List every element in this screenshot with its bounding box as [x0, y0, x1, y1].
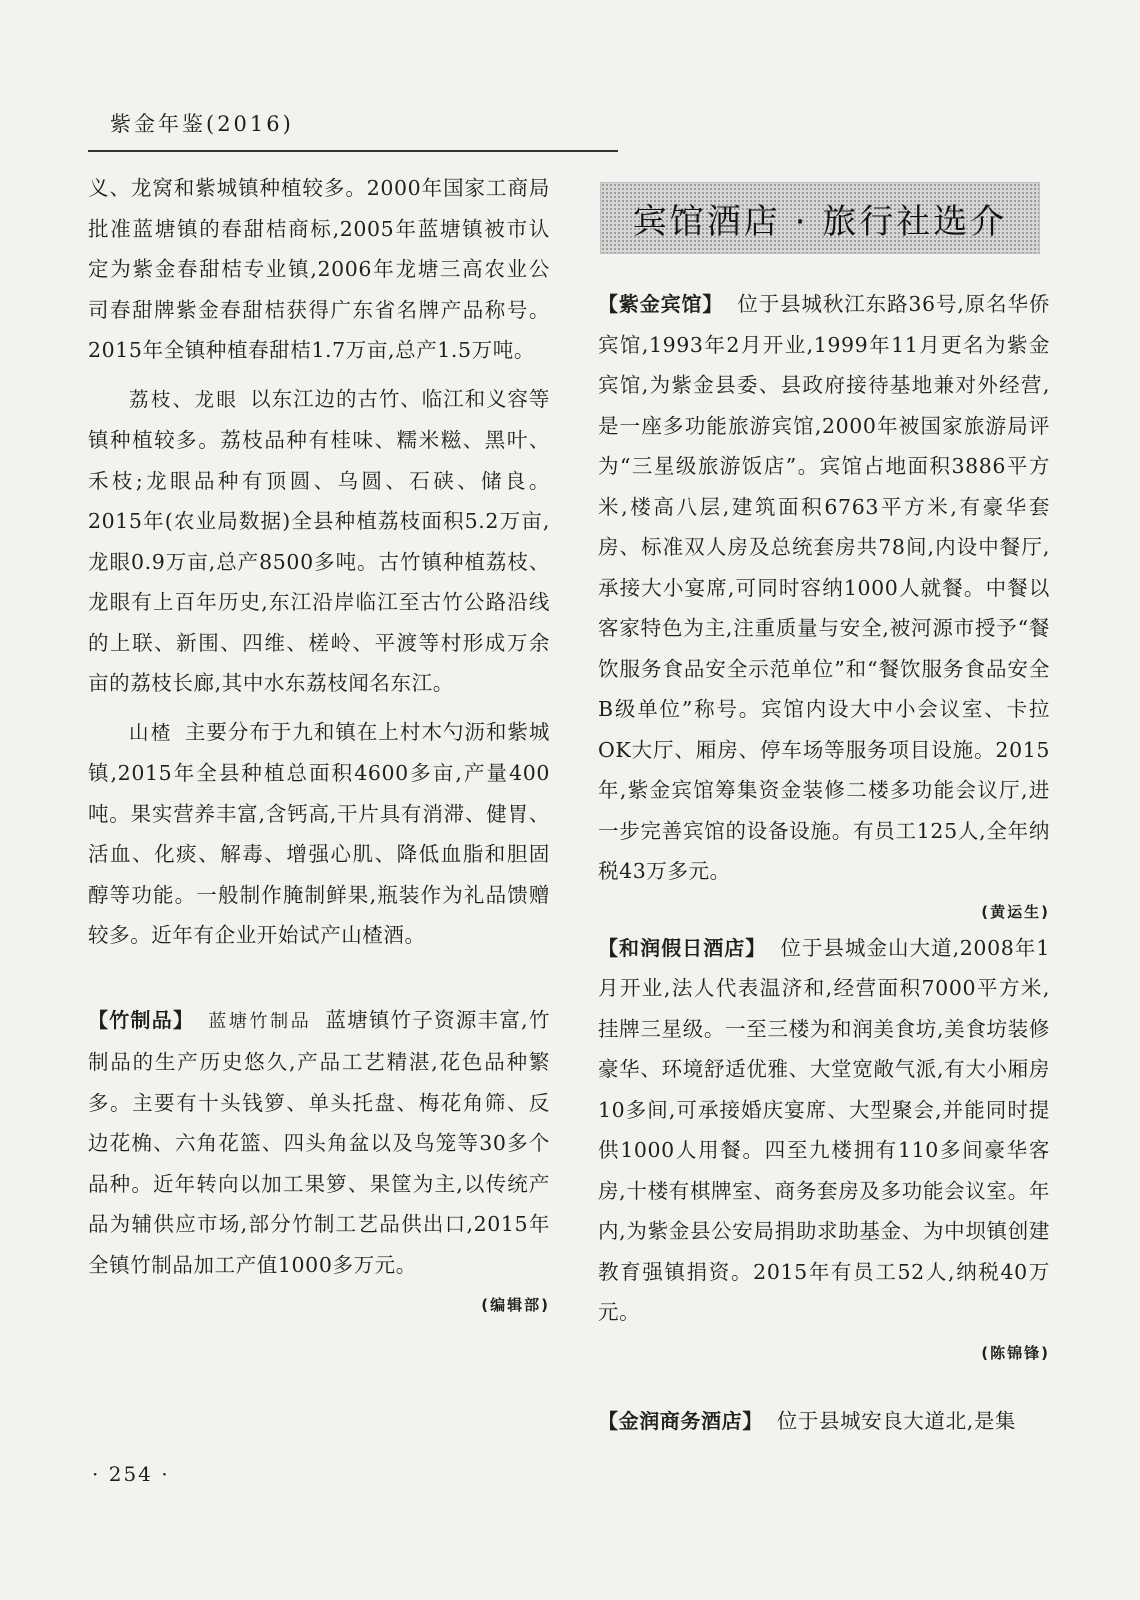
entry-text: 位于县城金山大道,2008年1月开业,法人代表温济和,经营面积7000平方米,挂牌三星级。一至三楼为和润美食坊,美食坊装修豪华、环境舒适优雅、大堂宽敞气派,有大小厢房10多间,可承接婚庆宴席、大型聚会,并能同时提供1000人用餐。四至九楼拥有110多间豪华客房,十楼有棋牌室、商务套房及多功能会议室。年内,为紫金县公安局捐助求助基金、为中坝镇创建教育强镇捐资。2015年有员工52人,纳税40万元。: [598, 935, 1050, 1324]
hawthorn-text: 主要分布于九和镇在上村木勺沥和紫城镇,2015年全县种植总面积4600多亩,产量400吨。果实营养丰富,含钙高,干片具有消滞、健胃、活血、化痰、解毒、增强心肌、降低血脂和胆固醇等功能。一般制作腌制鲜果,瓶装作为礼品馈赠较多。近年有企业开始试产山楂酒。: [88, 719, 550, 947]
lychee-text: 以东江边的古竹、临江和义容等镇种植较多。荔枝品种有桂味、糯米糍、黑叶、禾枝;龙眼品种有顶圆、乌圆、石硖、储良。2015年(农业局数据)全县种植荔枝面积5.2万亩,龙眼0.9万亩,总产8500多吨。古竹镇种植荔枝、龙眼有上百年历史,东江沿岸临江至古竹公路沿线的上联、新围、四维、槎岭、平渡等村形成万余亩的荔枝长廊,其中水东荔枝闻名东江。: [88, 386, 550, 695]
bamboo-author: (编辑部): [481, 1296, 550, 1314]
left-column: [88, 168, 550, 1319]
bamboo-title: 【竹制品】: [88, 1007, 195, 1032]
entry-zijin-hotel: [598, 284, 1050, 892]
entry-title: 【金润商务酒店】: [598, 1408, 763, 1433]
section-title: 宾馆酒店 · 旅行社选介: [632, 201, 1008, 242]
entry-author: (黄运生): [981, 902, 1050, 921]
entry-title: 【和润假日酒店】: [598, 935, 767, 960]
bamboo-text: 蓝塘镇竹子资源丰富,竹制品的生产历史悠久,产品工艺精湛,花色品种繁多。主要有十头钱箩、单头托盘、梅花角筛、反边花桷、六角花篮、四头角盆以及鸟笼等30多个品种。近年转向以加工果箩、果筐为主,以传统产品为辅供应市场,部分竹制工艺品供出口,2015年全镇竹制品加工产值1000多万元。: [88, 1007, 550, 1277]
lychee-title: 荔枝、龙眼: [129, 387, 239, 411]
hawthorn-paragraph: [88, 712, 550, 956]
bamboo-subtitle: 蓝塘竹制品: [208, 1010, 312, 1032]
running-header: 紫金年鉴(2016): [110, 112, 294, 136]
entry-text: 位于县城安良大道北,是集: [776, 1408, 1017, 1433]
header-rule: [88, 150, 618, 152]
entry-jinrun-hotel: [598, 1401, 1050, 1442]
right-column: [598, 168, 1050, 1441]
entry-text: 位于县城秋江东路36号,原名华侨宾馆,1993年2月开业,1999年11月更名为紫金宾馆,为紫金县委、县政府接待基地兼对外经营,是一座多功能旅游宾馆,2000年被国家旅游局评为“三星级旅游饭店”。宾馆占地面积3886平方米,楼高八层,建筑面积6763平方米,有豪华套房、标准双人房及总统套房共78间,内设中餐厅,承接大小宴席,可同时容纳1000人就餐。中餐以客家特色为主,注重质量与安全,被河源市授予“餐饮服务食品安全示范单位”和“餐饮服务食品安全B级单位”称号。宾馆内设大中小会议室、卡拉OK大厅、厢房、停车场等服务项目设施。2015年,紫金宾馆筹集资金装修二楼多功能会议厅,进一步完善宾馆的设备设施。有员工125人,全年纳税43万多元。: [598, 292, 1050, 883]
lychee-paragraph: [88, 379, 550, 704]
continuation-paragraph: 义、龙窝和紫城镇种植较多。2000年国家工商局批准蓝塘镇的春甜桔商标,2005年蓝塘镇被市认定为紫金春甜桔专业镇,2006年龙塘三高农业公司春甜牌紫金春甜桔获得广东省名牌产品称号。2015年全镇种植春甜桔1.7万亩,总产1.5万吨。: [88, 176, 550, 362]
bamboo-paragraph: [88, 1000, 550, 1286]
hawthorn-title: 山楂: [129, 720, 173, 744]
page-number: · 254 ·: [92, 1462, 170, 1486]
entry-author: (陈锦锋): [981, 1343, 1050, 1362]
section-banner: [600, 182, 1040, 254]
entry-title: 【紫金宾馆】: [598, 292, 724, 316]
entry-herun-hotel: [598, 928, 1050, 1333]
